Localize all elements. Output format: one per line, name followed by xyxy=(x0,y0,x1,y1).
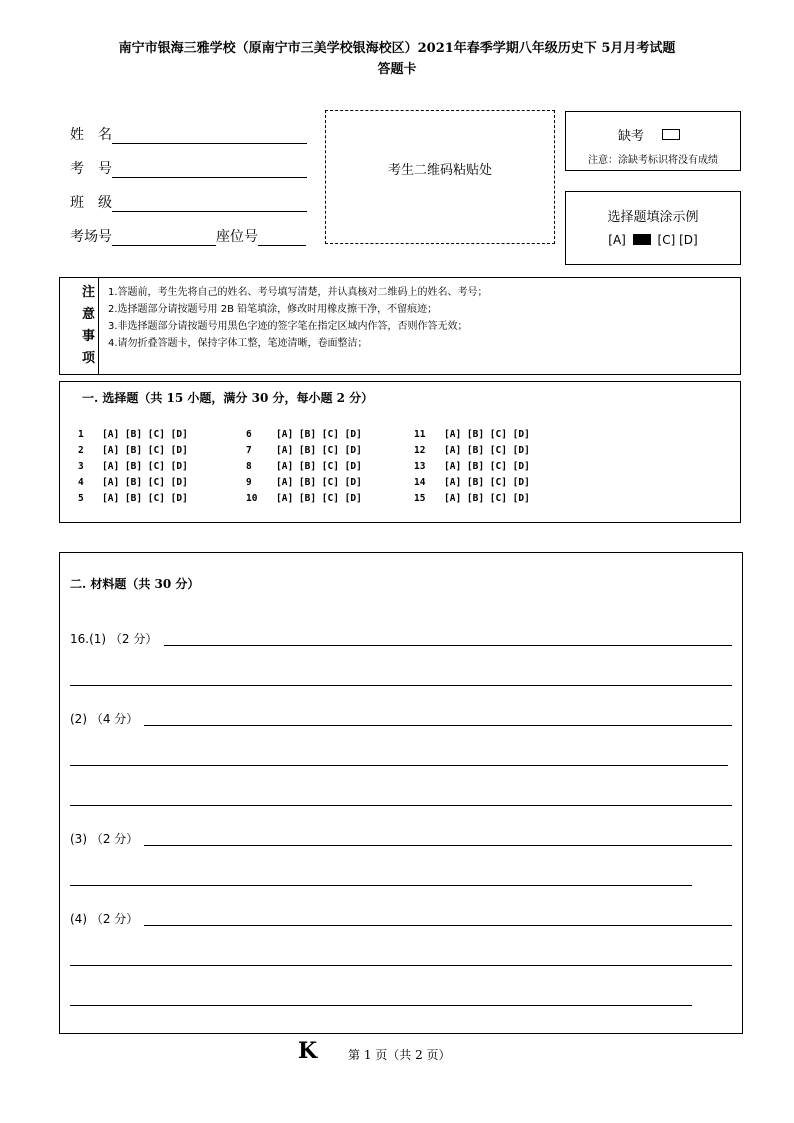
example-option-d: [D] xyxy=(679,233,698,247)
notice-title xyxy=(82,282,95,370)
question-label: (3) （2 分） xyxy=(70,830,142,847)
notice-item: 4.请勿折叠答题卡，保持字体工整，笔迹清晰，卷面整洁； xyxy=(108,338,368,349)
absent-checkbox[interactable] xyxy=(662,129,680,140)
answer-line[interactable] xyxy=(144,725,732,726)
mc-options[interactable]: [A] [B] [C] [D] xyxy=(276,461,362,472)
exam-no-label: 考 号 xyxy=(70,161,112,177)
mc-column-3 xyxy=(414,429,530,509)
notice-box xyxy=(59,277,741,375)
material-section-title: 二. 材料题（共 30 分） xyxy=(70,577,200,591)
example-option-a: [A] xyxy=(608,233,626,247)
notice-title-char: 意 xyxy=(82,307,96,322)
answer-line[interactable] xyxy=(144,925,732,926)
example-option-c: [C] xyxy=(657,233,676,247)
mc-row[interactable] xyxy=(78,461,188,477)
room-underline[interactable] xyxy=(112,231,216,246)
name-field[interactable] xyxy=(70,124,307,144)
mc-options[interactable]: [A] [B] [C] [D] xyxy=(444,429,530,440)
mc-question-number: 1 xyxy=(78,429,84,440)
answer-line[interactable] xyxy=(70,965,732,966)
exam-no-field[interactable] xyxy=(70,158,307,178)
mc-row[interactable] xyxy=(414,493,530,509)
mc-row[interactable] xyxy=(246,445,362,461)
question-label: (2) （4 分） xyxy=(70,710,142,727)
absent-label: 缺考 xyxy=(618,129,645,144)
filled-mark-icon xyxy=(633,234,651,245)
mc-options[interactable]: [A] [B] [C] [D] xyxy=(276,445,362,456)
mc-options[interactable]: [A] [B] [C] [D] xyxy=(444,445,530,456)
mc-options[interactable]: [A] [B] [C] [D] xyxy=(102,461,188,472)
mc-question-number: 3 xyxy=(78,461,84,472)
name-underline[interactable] xyxy=(112,129,307,144)
mc-row[interactable] xyxy=(246,493,362,509)
mc-row[interactable] xyxy=(78,445,188,461)
mc-options[interactable]: [A] [B] [C] [D] xyxy=(444,461,530,472)
mc-column-1 xyxy=(78,429,188,509)
mc-options[interactable]: [A] [B] [C] [D] xyxy=(276,493,362,504)
mc-section xyxy=(59,381,741,523)
mc-question-number: 7 xyxy=(246,445,252,456)
mc-row[interactable] xyxy=(78,477,188,493)
absent-note: 注意：涂缺考标识将没有成绩 xyxy=(588,155,718,166)
mc-row[interactable] xyxy=(78,429,188,445)
material-section xyxy=(59,552,743,1034)
mc-section-title: 一. 选择题（共 15 小题，满分 30 分，每小题 2 分） xyxy=(82,391,374,405)
answer-line[interactable] xyxy=(70,765,728,766)
mc-options[interactable]: [A] [B] [C] [D] xyxy=(102,429,188,440)
mc-options[interactable]: [A] [B] [C] [D] xyxy=(276,477,362,488)
notice-item: 2.选择题部分请按题号用 2B 铅笔填涂，修改时用橡皮擦干净，不留痕迹； xyxy=(108,304,438,315)
mc-row[interactable] xyxy=(78,493,188,509)
room-label: 考场号 xyxy=(70,229,112,245)
mc-question-number: 8 xyxy=(246,461,252,472)
notice-item: 3.非选择题部分请按题号用黑色字迹的签字笔在指定区域内作答，否则作答无效； xyxy=(108,321,468,332)
answer-line[interactable] xyxy=(70,805,732,806)
seat-label: 座位号 xyxy=(216,229,258,245)
notice-title-char: 注 xyxy=(82,285,96,300)
mc-question-number: 4 xyxy=(78,477,84,488)
question-label: (4) （2 分） xyxy=(70,910,142,927)
mc-row[interactable] xyxy=(414,429,530,445)
answer-line[interactable] xyxy=(144,845,732,846)
page-title: 南宁市银海三雅学校（原南宁市三美学校银海校区）2021年春季学期八年级历史下 5月月考试题 xyxy=(118,41,676,56)
mc-row[interactable] xyxy=(246,461,362,477)
class-underline[interactable] xyxy=(112,197,307,212)
answer-line[interactable] xyxy=(164,645,732,646)
mc-question-number: 15 xyxy=(414,493,426,504)
notice-list xyxy=(108,284,488,352)
mc-question-number: 2 xyxy=(78,445,84,456)
absent-box xyxy=(565,111,741,171)
mc-question-number: 13 xyxy=(414,461,426,472)
question-label: 16.(1) （2 分） xyxy=(70,630,161,647)
mc-options[interactable]: [A] [B] [C] [D] xyxy=(102,477,188,488)
mc-row[interactable] xyxy=(246,429,362,445)
answer-line[interactable] xyxy=(70,1005,692,1006)
notice-title-char: 项 xyxy=(82,351,96,366)
mc-question-number: 10 xyxy=(246,493,258,504)
seat-underline[interactable] xyxy=(258,231,306,246)
answer-line[interactable] xyxy=(70,685,732,686)
notice-item: 1.答题前，考生先将自己的姓名、考号填写清楚，并认真核对二维码上的姓名、考号； xyxy=(108,287,488,298)
fill-example-title: 选择题填涂示例 xyxy=(607,210,699,225)
mc-question-number: 6 xyxy=(246,429,252,440)
exam-no-underline[interactable] xyxy=(112,163,307,178)
fill-example-box xyxy=(565,191,741,265)
class-field[interactable] xyxy=(70,192,307,212)
qr-code-label: 考生二维码粘贴处 xyxy=(387,163,492,178)
mc-row[interactable] xyxy=(414,445,530,461)
qr-code-area[interactable] xyxy=(325,110,555,244)
mc-row[interactable] xyxy=(246,477,362,493)
notice-title-column xyxy=(60,278,99,374)
mc-options[interactable]: [A] [B] [C] [D] xyxy=(102,445,188,456)
mc-column-2 xyxy=(246,429,362,509)
mc-options[interactable]: [A] [B] [C] [D] xyxy=(444,477,530,488)
mc-row[interactable] xyxy=(414,461,530,477)
mc-options[interactable]: [A] [B] [C] [D] xyxy=(276,429,362,440)
answer-line[interactable] xyxy=(70,885,692,886)
mc-question-number: 5 xyxy=(78,493,84,504)
paper-mark: K xyxy=(298,1038,318,1064)
mc-question-number: 9 xyxy=(246,477,252,488)
page-number: 第 1 页（共 2 页） xyxy=(348,1048,451,1062)
class-label: 班 级 xyxy=(70,195,112,211)
mc-row[interactable] xyxy=(414,477,530,493)
mc-question-number: 11 xyxy=(414,429,426,440)
mc-options[interactable]: [A] [B] [C] [D] xyxy=(102,493,188,504)
mc-question-number: 12 xyxy=(414,445,426,456)
mc-question-number: 14 xyxy=(414,477,426,488)
room-seat-field[interactable] xyxy=(70,226,306,246)
page-subtitle: 答题卡 xyxy=(377,62,417,77)
notice-title-char: 事 xyxy=(82,329,96,344)
fill-example-options xyxy=(566,233,740,247)
mc-options[interactable]: [A] [B] [C] [D] xyxy=(444,493,530,504)
name-label: 姓 名 xyxy=(70,127,112,143)
